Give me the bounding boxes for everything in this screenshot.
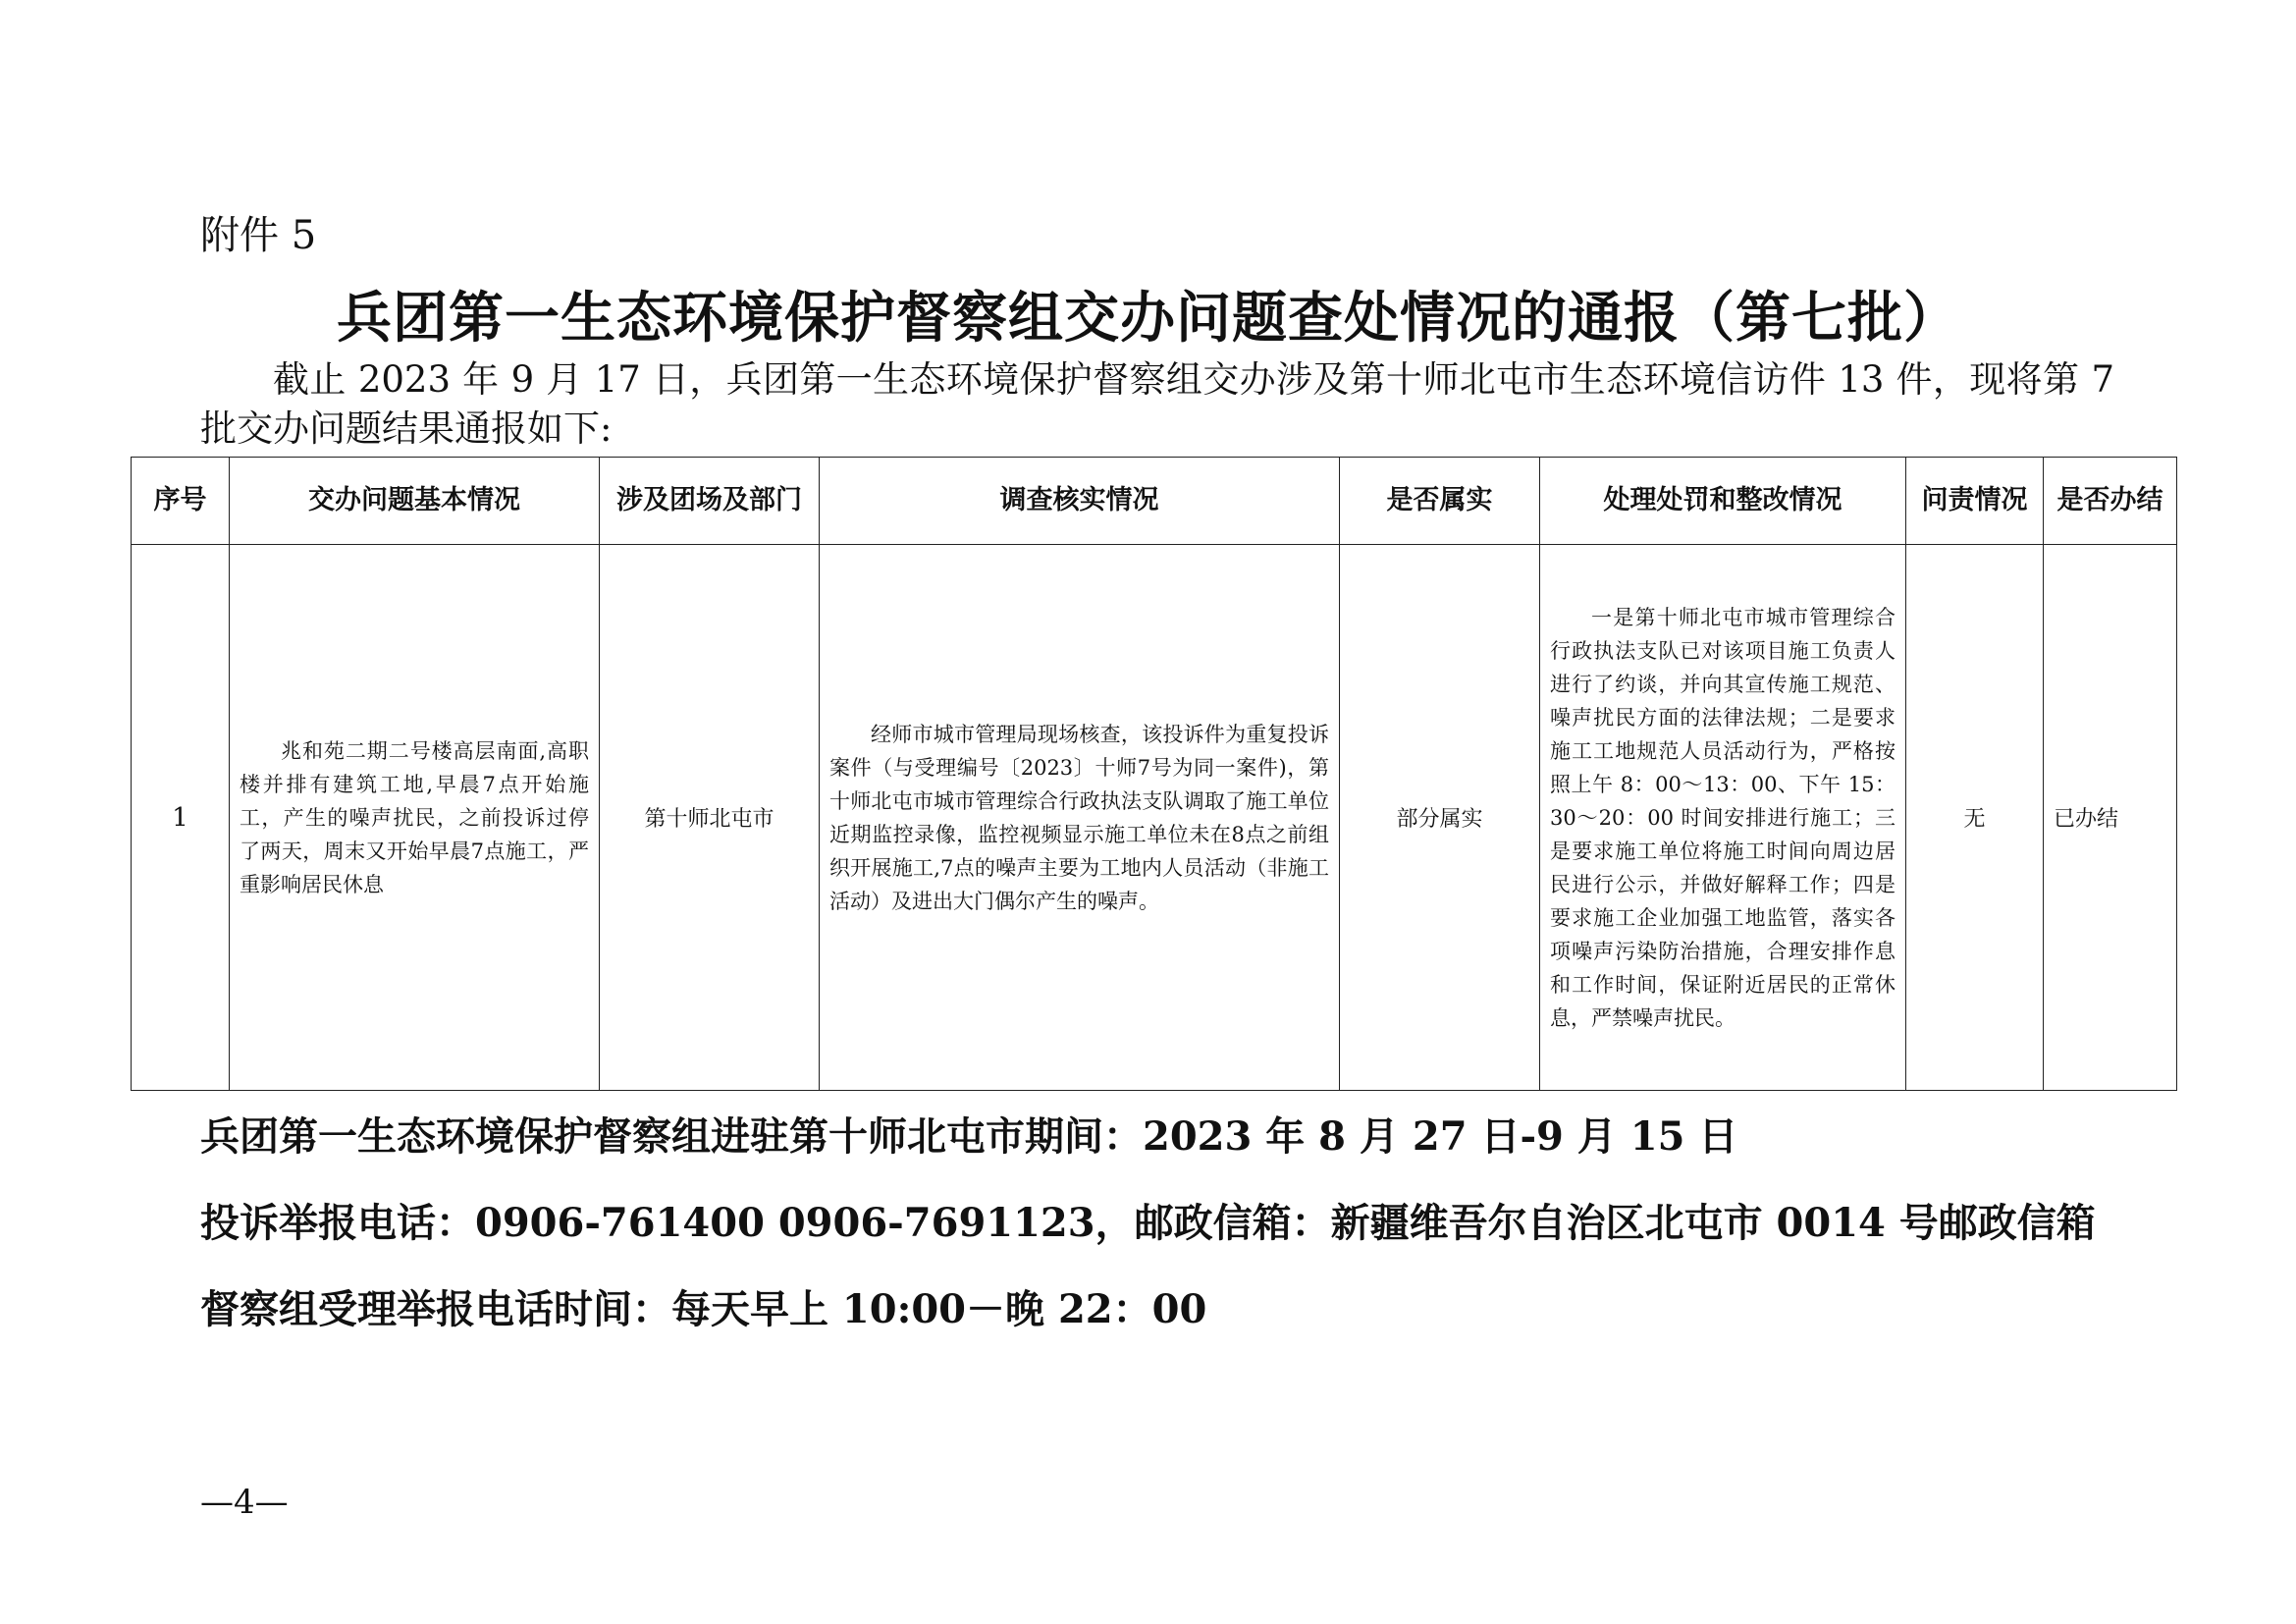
header-verified: 是否属实 [1340, 458, 1540, 545]
cell-seq: 1 [132, 545, 230, 1091]
header-investigation: 调查核实情况 [820, 458, 1340, 545]
footer-hours: 督察组受理举报电话时间：每天早上 10:00－晚 22：00 [200, 1286, 1207, 1332]
issue-text: 兆和苑二期二号楼高层南面,高职楼并排有建筑工地,早晨7点开始施工，产生的噪声扰民，之前投诉过停了两天，周末又开始早晨7点施工，严重影响居民休息 [240, 738, 589, 896]
header-seq: 序号 [132, 458, 230, 545]
attachment-label: 附件 5 [200, 213, 317, 258]
footer-contact: 投诉举报电话：0906-761400 0906-7691123，邮政信箱：新疆维吾尔自治区北屯市 0014 号邮政信箱 [200, 1200, 2096, 1246]
page-number: —4— [200, 1483, 289, 1522]
header-dept: 涉及团场及部门 [600, 458, 820, 545]
cell-accountability: 无 [1906, 545, 2044, 1091]
footer-period: 兵团第一生态环境保护督察组进驻第十师北屯市期间：2023 年 8 月 27 日-9 月 15 日 [200, 1113, 1738, 1160]
table-header-row [132, 458, 2177, 545]
intro-paragraph: 截止 2023 年 9 月 17 日，兵团第一生态环境保护督察组交办涉及第十师北屯市生态环境信访件 13 件，现将第 7 批交办问题结果通报如下: [200, 358, 2114, 450]
cell-closed: 已办结 [2044, 545, 2177, 1091]
table-row [132, 545, 2177, 1091]
cell-handling [1540, 545, 1906, 1091]
header-accountability: 问责情况 [1906, 458, 2044, 545]
cell-verified: 部分属实 [1340, 545, 1540, 1091]
handling-text: 一是第十师北屯市城市管理综合行政执法支队已对该项目施工负责人进行了约谈，并向其宣传施工规范、噪声扰民方面的法律法规；二是要求施工工地规范人员活动行为，严格按照上午 8：00～13：00、下午 15：30～20：00 时间安排进行施工；三是要求施工单位将施工时间向周边居民进行公示，并做好解释工作；四是要求施工企业加强工地监管，落实各项噪声污染防治措施，合理安排作息和工作时间，保证附近居民的正常休息，严禁噪声扰民。 [1550, 605, 1896, 1030]
header-handling: 处理处罚和整改情况 [1540, 458, 1906, 545]
cell-dept: 第十师北屯市 [600, 545, 820, 1091]
cell-investigation [820, 545, 1340, 1091]
header-issue: 交办问题基本情况 [230, 458, 600, 545]
cell-issue [230, 545, 600, 1091]
report-table [131, 457, 2177, 1091]
header-closed: 是否办结 [2044, 458, 2177, 545]
document-title: 兵团第一生态环境保护督察组交办问题查处情况的通报（第七批） [337, 286, 1959, 351]
investigation-text: 经师市城市管理局现场核查，该投诉件为重复投诉案件（与受理编号〔2023〕十师7号为同一案件)，第十师北屯市城市管理综合行政执法支队调取了施工单位近期监控录像，监控视频显示施工单位未在8点之前组织开展施工,7点的噪声主要为工地内人员活动（非施工活动）及进出大门偶尔产生的噪声。 [829, 722, 1329, 913]
